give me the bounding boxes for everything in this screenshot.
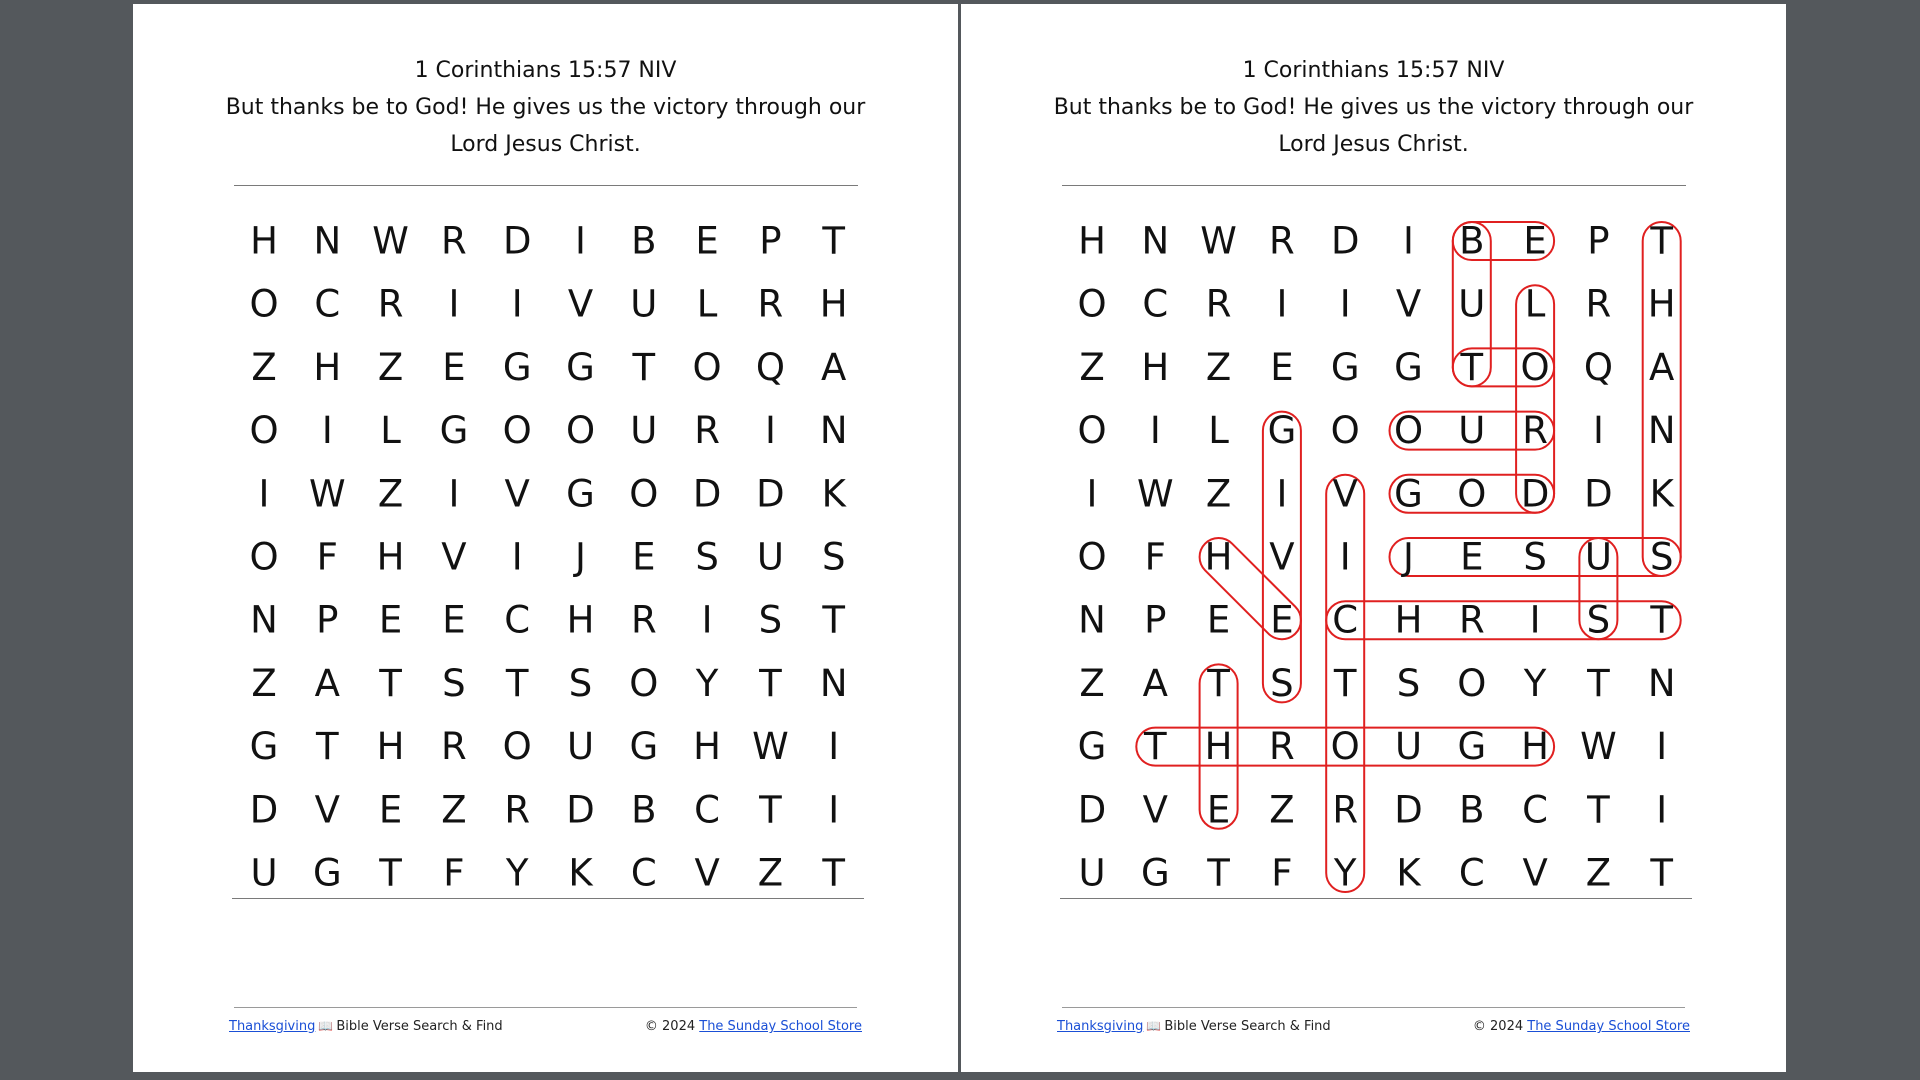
grid-letter: I (258, 472, 270, 516)
grid-letter: Z (251, 345, 277, 389)
footer-title (229, 1019, 503, 1034)
grid-letter: U (1584, 535, 1612, 579)
grid-letter: N (250, 598, 278, 642)
grid-letter: T (1207, 851, 1230, 895)
answer-circle-thanks (1643, 219, 1681, 576)
sunday-school-store-link[interactable]: The Sunday School Store (699, 1019, 862, 1034)
grid-letter: H (1647, 282, 1676, 326)
grid-letter: Z (1269, 788, 1295, 832)
grid-letter: Y (695, 661, 719, 705)
grid-letter: B (1459, 788, 1485, 832)
grid-letter: H (1394, 598, 1423, 642)
grid-letter: T (1587, 661, 1610, 705)
grid-letter: U (630, 409, 658, 453)
grid-letter: O (249, 409, 279, 453)
grid-letter: W (1137, 472, 1174, 516)
grid-letter: G (249, 725, 279, 769)
grid-letter: G (1267, 409, 1297, 453)
grid-letter: U (756, 535, 784, 579)
grid-letter: L (380, 409, 401, 453)
grid-letter: H (250, 219, 278, 263)
grid-letter: T (1650, 219, 1674, 263)
grid-letter: I (575, 219, 586, 263)
grid-letter: F (1144, 535, 1166, 579)
grid-letter: V (1332, 472, 1358, 516)
grid-letter: D (1520, 472, 1550, 516)
grid-letter: H (1141, 345, 1170, 389)
verse-reference: 1 Corinthians 15:57 NIV (414, 58, 677, 83)
grid-letter: G (1394, 345, 1423, 389)
grid-letter: C (630, 851, 657, 895)
grid-letter: I (1086, 472, 1098, 516)
grid-letter: J (575, 535, 586, 579)
grid-letter: O (692, 345, 722, 389)
grid-letter: W (309, 472, 346, 516)
grid-letter: O (1520, 345, 1550, 389)
grid-letter: Z (1585, 851, 1612, 895)
grid-letter: Z (757, 851, 784, 895)
grid-letter: C (1522, 788, 1549, 832)
grid-letter: T (1460, 345, 1484, 389)
grid-letter: U (630, 282, 658, 326)
grid-letter: B (631, 219, 657, 263)
grid-letter: R (1585, 282, 1612, 326)
grid-letter: Z (1205, 345, 1232, 389)
sunday-school-store-link[interactable]: The Sunday School Store (1527, 1019, 1690, 1034)
grid-letter: I (1276, 282, 1288, 326)
grid-letter: R (1522, 409, 1548, 453)
grid-letter: V (441, 535, 467, 579)
grid-letter: I (1339, 535, 1351, 579)
grid-letter: I (1592, 409, 1604, 453)
grid-letter: D (502, 219, 532, 263)
grid-letter: T (505, 661, 529, 705)
grid-letter: I (511, 282, 523, 326)
grid-letter: K (1396, 851, 1421, 895)
grid-letter: D (1394, 788, 1423, 832)
grid-letter: E (1270, 345, 1294, 389)
grid-letter: T (379, 851, 402, 895)
grid-letter: S (821, 535, 846, 579)
grid-letter: N (1647, 661, 1676, 705)
grid-letter: I (828, 788, 840, 832)
grid-letter: I (1339, 282, 1351, 326)
grid-letter: A (1649, 345, 1675, 389)
grid-letter: E (1523, 219, 1547, 263)
grid-letter: C (504, 598, 531, 642)
grid-letter: G (1330, 345, 1360, 389)
grid-letter: Y (1333, 851, 1357, 895)
grid-letter: S (1396, 661, 1421, 705)
grid-letter: P (316, 598, 339, 642)
grid-letter: S (1649, 535, 1674, 579)
grid-letter: I (511, 535, 523, 579)
open-book-icon: 📖 (1146, 1019, 1162, 1033)
grid-letter: V (1269, 535, 1295, 579)
grid-letter: E (632, 535, 656, 579)
grid-letter: I (448, 472, 460, 516)
grid-letter: G (1394, 472, 1423, 516)
grid-letter: S (758, 598, 783, 642)
grid-letter: O (1457, 661, 1487, 705)
grid-letter: Y (1523, 661, 1547, 705)
grid-letter: E (1206, 788, 1231, 832)
grid-letter: O (1393, 409, 1424, 453)
grid-letter: I (321, 409, 333, 453)
grid-letter: I (1403, 219, 1414, 263)
grid-letter: Z (1205, 472, 1232, 516)
grid-letter: I (828, 725, 840, 769)
grid-letter: K (821, 472, 846, 516)
grid-letter: T (822, 219, 846, 263)
grid-letter: P (1587, 219, 1610, 263)
grid-letter: D (1077, 788, 1107, 832)
grid-letter: G (439, 409, 469, 453)
thanksgiving-link[interactable]: Thanksgiving (229, 1019, 316, 1034)
grid-letter: O (1330, 409, 1360, 453)
grid-letter: C (1332, 598, 1359, 642)
grid-letter: Q (755, 345, 785, 389)
verse-text-line-1: But thanks be to God! He gives us the victory through our (225, 95, 866, 120)
grid-letter: P (759, 219, 782, 263)
grid-letter: G (1077, 725, 1107, 769)
grid-letter: H (313, 345, 342, 389)
grid-letter: G (566, 472, 595, 516)
grid-letter: U (1078, 851, 1106, 895)
grid-letter: R (1269, 219, 1295, 263)
grid-letter: S (695, 535, 719, 579)
grid-letter: S (1523, 535, 1547, 579)
grid-letter: O (629, 472, 659, 516)
copyright-text: © 2024 (644, 1019, 696, 1034)
grid-letter: I (1656, 725, 1668, 769)
footer-divider (1062, 1007, 1685, 1008)
grid-letter: B (631, 788, 657, 832)
grid-letter: K (1649, 472, 1674, 516)
grid-letter: T (1587, 788, 1610, 832)
divider-bottom (1060, 898, 1692, 899)
grid-letter: Z (1079, 661, 1105, 705)
grid-letter: E (1206, 598, 1231, 642)
grid-letter: P (1144, 598, 1167, 642)
grid-letter: F (443, 851, 465, 895)
grid-letter: E (442, 345, 466, 389)
grid-letter: V (567, 282, 594, 326)
grid-letter: V (694, 851, 720, 895)
open-book-icon: 📖 (318, 1019, 334, 1033)
grid-letter: O (629, 661, 659, 705)
grid-letter: U (1458, 409, 1486, 453)
grid-letter: O (1330, 725, 1360, 769)
footer-title-text: Bible Verse Search & Find (336, 1019, 503, 1034)
grid-letter: T (379, 661, 402, 705)
grid-letter: I (1276, 472, 1288, 516)
grid-letter: I (448, 282, 460, 326)
grid-letter: H (376, 535, 405, 579)
grid-letter: F (316, 535, 338, 579)
grid-letter: R (1458, 598, 1485, 642)
grid-letter: I (1529, 598, 1541, 642)
verse-text-line-1: But thanks be to God! He gives us the victory through our (1053, 95, 1694, 120)
grid-letter: E (1270, 598, 1294, 642)
grid-letter: U (566, 725, 595, 769)
grid-letter: V (314, 788, 340, 832)
grid-letter: R (694, 409, 720, 453)
grid-letter: E (378, 598, 403, 642)
copyright-text: © 2024 (1472, 1019, 1524, 1034)
grid-letter: W (1580, 725, 1617, 769)
grid-letter: J (1403, 535, 1414, 579)
grid-letter: D (692, 472, 722, 516)
grid-letter: V (504, 472, 530, 516)
grid-letter: T (1333, 661, 1357, 705)
verse-reference: 1 Corinthians 15:57 NIV (1242, 58, 1505, 83)
grid-letter: H (1078, 219, 1106, 263)
grid-letter: E (442, 598, 466, 642)
grid-letter: O (249, 535, 279, 579)
footer-title (1057, 1019, 1331, 1034)
divider-bottom (232, 898, 864, 899)
grid-letter: T (315, 725, 339, 769)
grid-letter: T (1650, 598, 1674, 642)
grid-letter: E (1460, 535, 1484, 579)
grid-letter: Z (377, 345, 404, 389)
grid-letter: Y (505, 851, 529, 895)
thanksgiving-link[interactable]: Thanksgiving (1057, 1019, 1144, 1034)
grid-letter: W (372, 219, 409, 263)
verse-text-line-2: Lord Jesus Christ. (450, 132, 641, 157)
grid-letter: R (757, 282, 784, 326)
grid-letter: T (1650, 851, 1674, 895)
answer-key-page (961, 4, 1786, 1072)
grid-letter: R (630, 598, 657, 642)
grid-letter: H (566, 598, 595, 642)
footer-divider (234, 1007, 857, 1008)
grid-letter: H (376, 725, 405, 769)
grid-letter: C (1458, 851, 1485, 895)
grid-letter: L (1524, 282, 1546, 326)
grid-letter: W (1200, 219, 1237, 263)
grid-letter: H (1204, 535, 1233, 579)
grid-letter: R (377, 282, 404, 326)
grid-letter: S (442, 661, 466, 705)
grid-letter: O (1077, 409, 1107, 453)
grid-letter: C (1142, 282, 1169, 326)
grid-letter: D (1330, 219, 1360, 263)
grid-letter: I (1149, 409, 1161, 453)
grid-letter: N (1078, 598, 1106, 642)
grid-letter: R (1269, 725, 1295, 769)
grid-letter: I (764, 409, 776, 453)
grid-letter: O (1457, 472, 1487, 516)
puzzle-page (133, 4, 958, 1072)
grid-letter: F (1271, 851, 1293, 895)
grid-letter: B (1459, 219, 1485, 263)
footer-copyright (645, 1019, 862, 1034)
grid-letter: N (313, 219, 342, 263)
grid-letter: R (1332, 788, 1359, 832)
grid-letter: U (250, 851, 278, 895)
grid-letter: O (565, 409, 596, 453)
grid-letter: C (694, 788, 721, 832)
grid-letter: S (1270, 661, 1294, 705)
grid-letter: G (629, 725, 659, 769)
grid-letter: U (1458, 282, 1486, 326)
grid-letter: D (566, 788, 595, 832)
grid-letter: O (249, 282, 279, 326)
grid-letter: Q (1583, 345, 1613, 389)
grid-letter: O (502, 725, 532, 769)
grid-letter: L (1208, 409, 1229, 453)
grid-letter: S (568, 661, 593, 705)
footer-title-text: Bible Verse Search & Find (1164, 1019, 1331, 1034)
grid-letter: H (1521, 725, 1550, 769)
grid-letter: I (1656, 788, 1668, 832)
grid-letter: C (314, 282, 341, 326)
grid-letter: O (1077, 282, 1107, 326)
grid-letter: N (1141, 219, 1170, 263)
grid-letter: Z (377, 472, 404, 516)
grid-letter: T (759, 661, 782, 705)
grid-letter: I (701, 598, 713, 642)
grid-letter: L (696, 282, 718, 326)
grid-letter: W (752, 725, 789, 769)
grid-letter: S (1586, 598, 1611, 642)
grid-letter: D (249, 788, 279, 832)
grid-letter: U (1394, 725, 1423, 769)
grid-letter: T (1143, 725, 1167, 769)
verse-text-line-2: Lord Jesus Christ. (1278, 132, 1469, 157)
grid-letter: G (312, 851, 342, 895)
grid-letter: H (819, 282, 848, 326)
footer-copyright (1473, 1019, 1690, 1034)
grid-letter: R (441, 219, 467, 263)
grid-letter: E (695, 219, 719, 263)
grid-letter: Z (441, 788, 467, 832)
grid-letter: T (759, 788, 782, 832)
grid-letter: D (1584, 472, 1613, 516)
grid-letter: G (566, 345, 595, 389)
grid-letter: N (819, 661, 848, 705)
grid-letter: H (693, 725, 722, 769)
grid-letter: N (819, 409, 848, 453)
grid-letter: T (1207, 661, 1230, 705)
grid-letter: V (1395, 282, 1422, 326)
answer-circle-christ (1326, 601, 1681, 639)
grid-letter: Z (251, 661, 277, 705)
grid-letter: O (502, 409, 532, 453)
grid-letter: A (821, 345, 847, 389)
grid-letter: T (632, 345, 656, 389)
grid-letter: T (822, 598, 846, 642)
grid-letter: V (1522, 851, 1548, 895)
grid-letter: K (568, 851, 593, 895)
grid-letter: G (502, 345, 532, 389)
grid-letter: N (1647, 409, 1676, 453)
grid-letter: E (378, 788, 403, 832)
grid-letter: A (1142, 661, 1168, 705)
grid-letter: A (314, 661, 340, 705)
grid-letter: R (441, 725, 467, 769)
grid-letter: G (1457, 725, 1487, 769)
grid-letter: G (1140, 851, 1170, 895)
grid-letter: T (822, 851, 846, 895)
grid-letter: R (1205, 282, 1232, 326)
grid-letter: O (1077, 535, 1107, 579)
answer-key-grid (961, 4, 1786, 1072)
grid-letter: Z (1079, 345, 1105, 389)
grid-letter: R (504, 788, 531, 832)
word-search-grid (133, 4, 958, 1072)
grid-letter: H (1204, 725, 1233, 769)
grid-letter: D (756, 472, 785, 516)
grid-letter: V (1142, 788, 1168, 832)
